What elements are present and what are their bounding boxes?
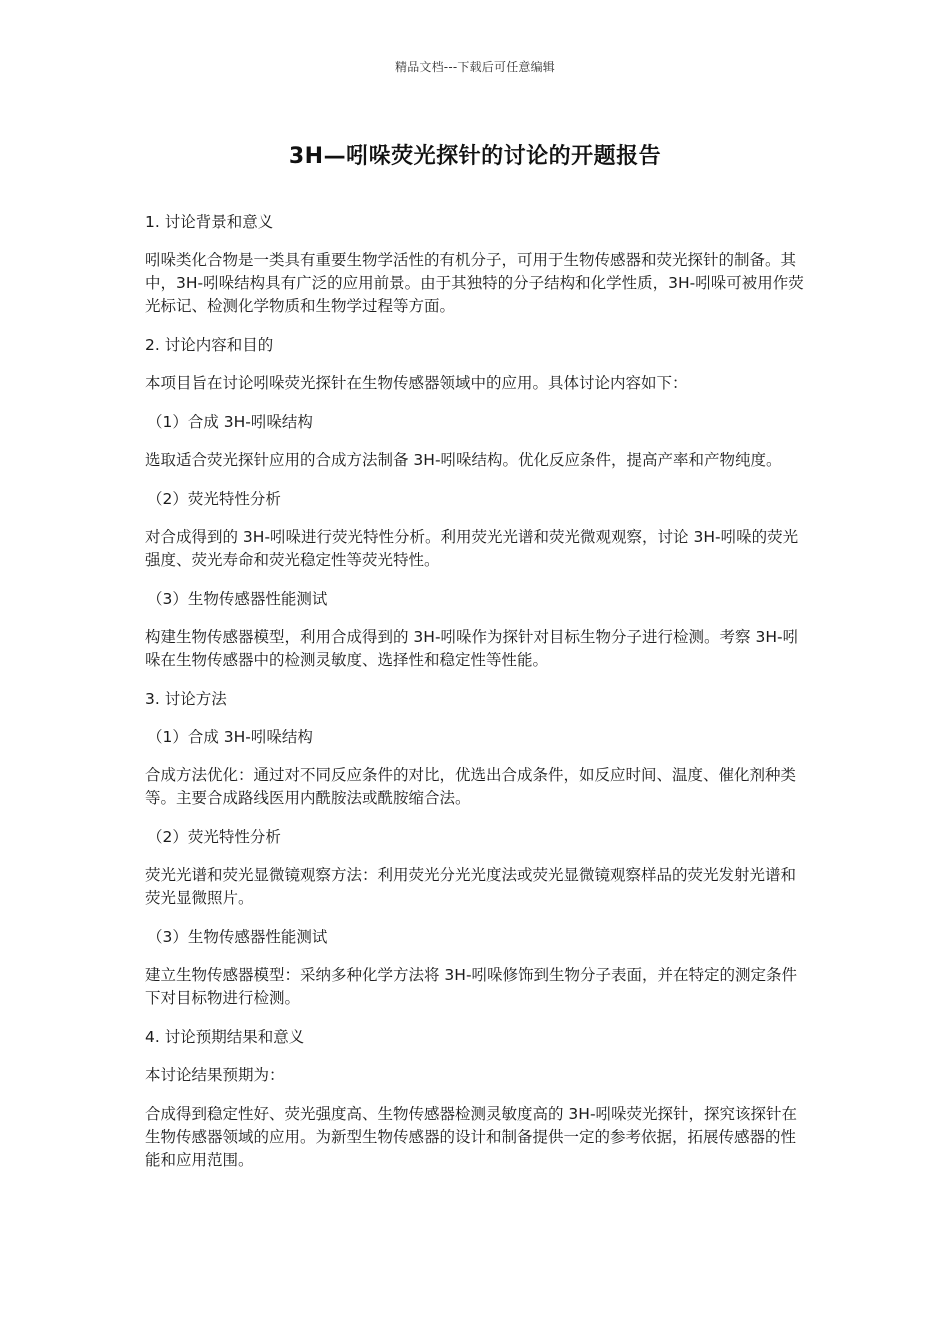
subheading-biosensor: （3）生物传感器性能测试 — [147, 590, 328, 608]
page-header-note: 精品文档---下载后可任意编辑 — [395, 60, 555, 74]
subheading-fluorescence: （2）荧光特性分析 — [147, 490, 281, 508]
subheading-method-fluorescence: （2）荧光特性分析 — [147, 828, 281, 846]
paragraph-expected-results: 合成得到稳定性好、荧光强度高、生物传感器检测灵敏度高的 3H-吲哚荧光探针，探究该探针在生物传感器领域的应用。为新型生物传感器的设计和制备提供一定的参考依据，拓展传感器的性能和应用范围。 — [145, 1105, 798, 1169]
section-heading-expected-results: 4. 讨论预期结果和意义 — [145, 1028, 305, 1046]
document-title: 3H—吲哚荧光探针的讨论的开题报告 — [288, 144, 662, 169]
paragraph-synthesis: 选取适合荧光探针应用的合成方法制备 3H-吲哚结构。优化反应条件，提高产率和产物纯度。 — [145, 451, 782, 469]
section-heading-methods: 3. 讨论方法 — [145, 690, 227, 708]
paragraph-biosensor: 构建生物传感器模型，利用合成得到的 3H-吲哚作为探针对目标生物分子进行检测。考察 3H-吲哚在生物传感器中的检测灵敏度、选择性和稳定性等性能。 — [145, 628, 799, 669]
paragraph-expected-intro: 本讨论结果预期为： — [145, 1066, 285, 1084]
paragraph-method-fluorescence: 荧光光谱和荧光显微镜观察方法：利用荧光分光光度法或荧光显微镜观察样品的荧光发射光谱和荧光显微照片。 — [145, 866, 797, 907]
paragraph-method-synthesis: 合成方法优化：通过对不同反应条件的对比，优选出合成条件，如反应时间、温度、催化剂种类等。主要合成路线医用内酰胺法或酰胺缩合法。 — [145, 766, 797, 807]
paragraph-method-biosensor: 建立生物传感器模型：采纳多种化学方法将 3H-吲哚修饰到生物分子表面，并在特定的测定条件下对目标物进行检测。 — [145, 966, 798, 1007]
document-body — [145, 211, 805, 1188]
subheading-method-synthesis: （1）合成 3H-吲哚结构 — [147, 728, 313, 746]
section-heading-background: 1. 讨论背景和意义 — [145, 213, 274, 231]
paragraph-fluorescence: 对合成得到的 3H-吲哚进行荧光特性分析。利用荧光光谱和荧光微观观察，讨论 3H-吲哚的荧光强度、荧光寿命和荧光稳定性等荧光特性。 — [145, 528, 799, 569]
section-heading-content-goals: 2. 讨论内容和目的 — [145, 336, 274, 354]
paragraph-background: 吲哚类化合物是一类具有重要生物学活性的有机分子，可用于生物传感器和荧光探针的制备。其中，3H-吲哚结构具有广泛的应用前景。由于其独特的分子结构和化学性质，3H-吲哚可被用作荧光标记、检测化学物质和生物学过程等方面。 — [145, 251, 804, 315]
subheading-method-biosensor: （3）生物传感器性能测试 — [147, 928, 328, 946]
subheading-synthesis: （1）合成 3H-吲哚结构 — [147, 413, 313, 431]
paragraph-content-intro: 本项目旨在讨论吲哚荧光探针在生物传感器领域中的应用。具体讨论内容如下： — [145, 374, 688, 392]
